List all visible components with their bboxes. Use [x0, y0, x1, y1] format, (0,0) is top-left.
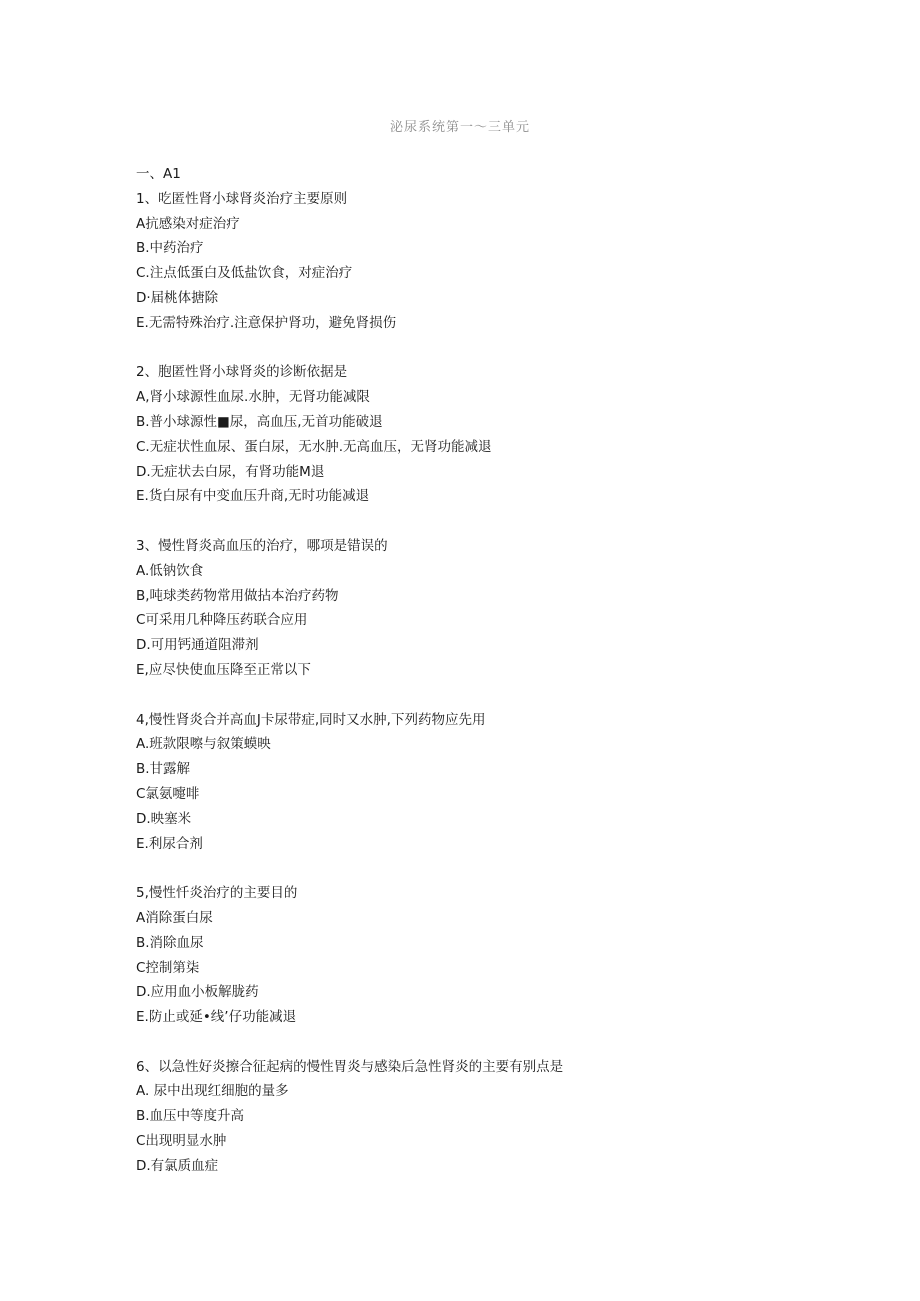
option-a: A消除蛋白尿	[136, 909, 213, 926]
option-a: A. 尿中出现红细胞的量多	[136, 1083, 289, 1100]
option-d: D.可用钙通道阻滞剂	[136, 637, 259, 654]
option-c: C.注点低蛋白及低盐饮食，对症治疗	[136, 265, 353, 282]
question-stem: 1、吃匿性肾小球肾炎治疗主要原则	[136, 190, 348, 207]
option-c: C氯氨嚏啡	[136, 785, 200, 802]
document-body	[136, 162, 776, 1203]
option-c: C控制第柒	[136, 959, 200, 976]
question-1	[136, 187, 776, 336]
question-stem: 3、慢性肾炎高血压的治疗，哪项是错误的	[136, 537, 388, 554]
option-a: A抗感染对症治疗	[136, 215, 240, 232]
option-e: E.利尿合剂	[136, 835, 203, 852]
option-b: B.中药治疗	[136, 240, 204, 257]
option-d: D·届桃体搪除	[136, 289, 219, 306]
option-a: A,肾小球源性血尿.水肿，无肾功能减限	[136, 389, 370, 406]
option-d: D.映塞米	[136, 810, 192, 827]
option-c: C出现明显水肿	[136, 1133, 227, 1150]
option-c: C可采用几种降压药联合应用	[136, 612, 308, 629]
question-stem: 4,慢性肾炎合并高血J卡尿带症,同时又水肿,下列药物应先用	[136, 711, 486, 728]
question-5	[136, 881, 776, 1030]
question-4	[136, 708, 776, 857]
option-a: A.班款限嚓与叙策蟆映	[136, 736, 271, 753]
section-heading: 一、A1	[136, 166, 181, 182]
option-d: D.应用血小板解胧药	[136, 984, 259, 1001]
option-e: E,应尽快使血压降至正常以下	[136, 661, 311, 678]
question-stem: 2、胞匿性肾小球肾炎的诊断依据是	[136, 364, 348, 381]
option-e: E.无需特殊治疗.注意保护肾功，避免肾损伤	[136, 314, 397, 331]
option-d: D.有氯质血症	[136, 1157, 219, 1174]
document-title: 泌尿系统第一～三单元	[389, 120, 530, 135]
option-c: C.无症状性血尿、蛋白尿，无水肿.无高血压，无肾功能减退	[136, 438, 492, 455]
option-b: B.普小球源性■尿，高血压,无首功能破退	[136, 413, 383, 430]
question-3	[136, 534, 776, 683]
option-b: B.消除血尿	[136, 934, 204, 951]
option-b: B.血压中等度升高	[136, 1108, 245, 1125]
option-a: A.低钠饮食	[136, 562, 204, 579]
question-stem: 6、以急性好炎擦合征起病的慢性胃炎与感染后急性肾炎的主要有别点是	[136, 1058, 564, 1075]
question-stem: 5,慢性忏炎治疗的主要目的	[136, 885, 298, 902]
option-e: E.防止或延•线’仔功能减退	[136, 1009, 297, 1026]
option-b: B.甘露解	[136, 761, 191, 778]
question-2	[136, 360, 776, 509]
option-d: D.无症状去白尿，有肾功能M退	[136, 463, 325, 480]
option-b: B,吨球类药物常用做拈本治疗药物	[136, 587, 339, 604]
option-e: E.货白尿有中变血压升商,无时功能减退	[136, 488, 370, 505]
question-6	[136, 1055, 776, 1179]
